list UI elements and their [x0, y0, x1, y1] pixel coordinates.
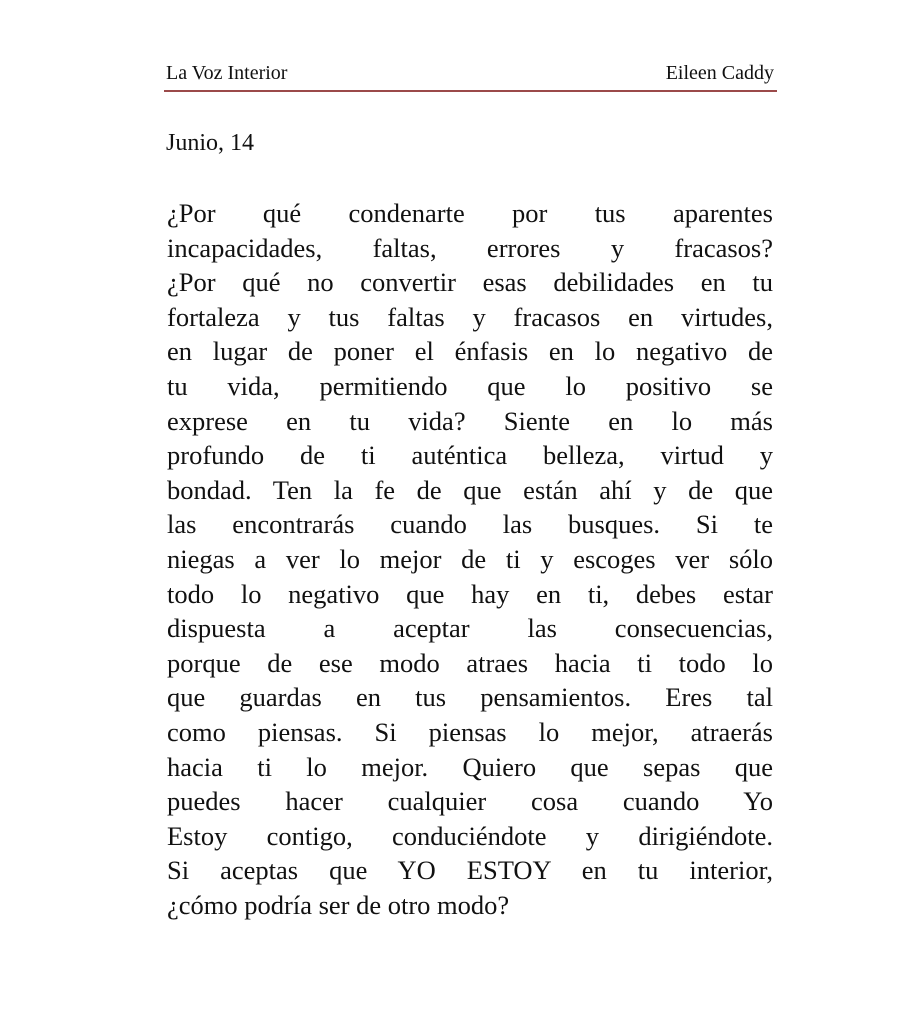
body-line: como piensas. Si piensas lo mejor, atraerás: [167, 716, 773, 747]
body-line: profundo de ti auténtica belleza, virtud y: [167, 440, 773, 471]
body-line: fortaleza y tus faltas y fracasos en virtudes,: [167, 301, 773, 332]
body-line: ¿Por qué no convertir esas debilidades en tu: [167, 267, 773, 298]
body-line: ¿cómo podría ser de otro modo?: [167, 889, 510, 920]
body-line: Estoy contigo, conduciéndote y dirigiéndote.: [167, 820, 773, 851]
body-line: puedes hacer cualquier cosa cuando Yo: [167, 786, 773, 817]
entry-date: Junio, 14: [166, 130, 255, 156]
body-line: Si aceptas que YO ESTOY en tu interior,: [167, 855, 773, 886]
body-line: ¿Por qué condenarte por tus aparentes: [167, 198, 773, 228]
body-line: bondad. Ten la fe de que están ahí y de que: [167, 474, 773, 505]
body-line: porque de ese modo atraes hacia ti todo lo: [167, 647, 773, 678]
author-name: Eileen Caddy: [665, 62, 774, 84]
body-line: que guardas en tus pensamientos. Eres tal: [167, 682, 773, 713]
body-line: incapacidades, faltas, errores y fracasos?: [167, 232, 773, 263]
running-header: [166, 62, 776, 90]
body-line: dispuesta a aceptar las consecuencias,: [167, 613, 773, 644]
body-line: todo lo negativo que hay en ti, debes estar: [167, 578, 773, 609]
body-line: en lugar de poner el énfasis en lo negativo de: [167, 336, 773, 367]
body-line: niegas a ver lo mejor de ti y escoges ver sólo: [167, 543, 773, 574]
header-divider: [164, 90, 777, 92]
body-line: exprese en tu vida? Siente en lo más: [167, 405, 773, 436]
entry-body: [167, 196, 773, 922]
body-line: las encontrarás cuando las busques. Si te: [167, 509, 773, 540]
body-line: tu vida, permitiendo que lo positivo se: [167, 370, 773, 401]
book-title: La Voz Interior: [166, 62, 288, 84]
body-line: hacia ti lo mejor. Quiero que sepas que: [167, 751, 773, 782]
